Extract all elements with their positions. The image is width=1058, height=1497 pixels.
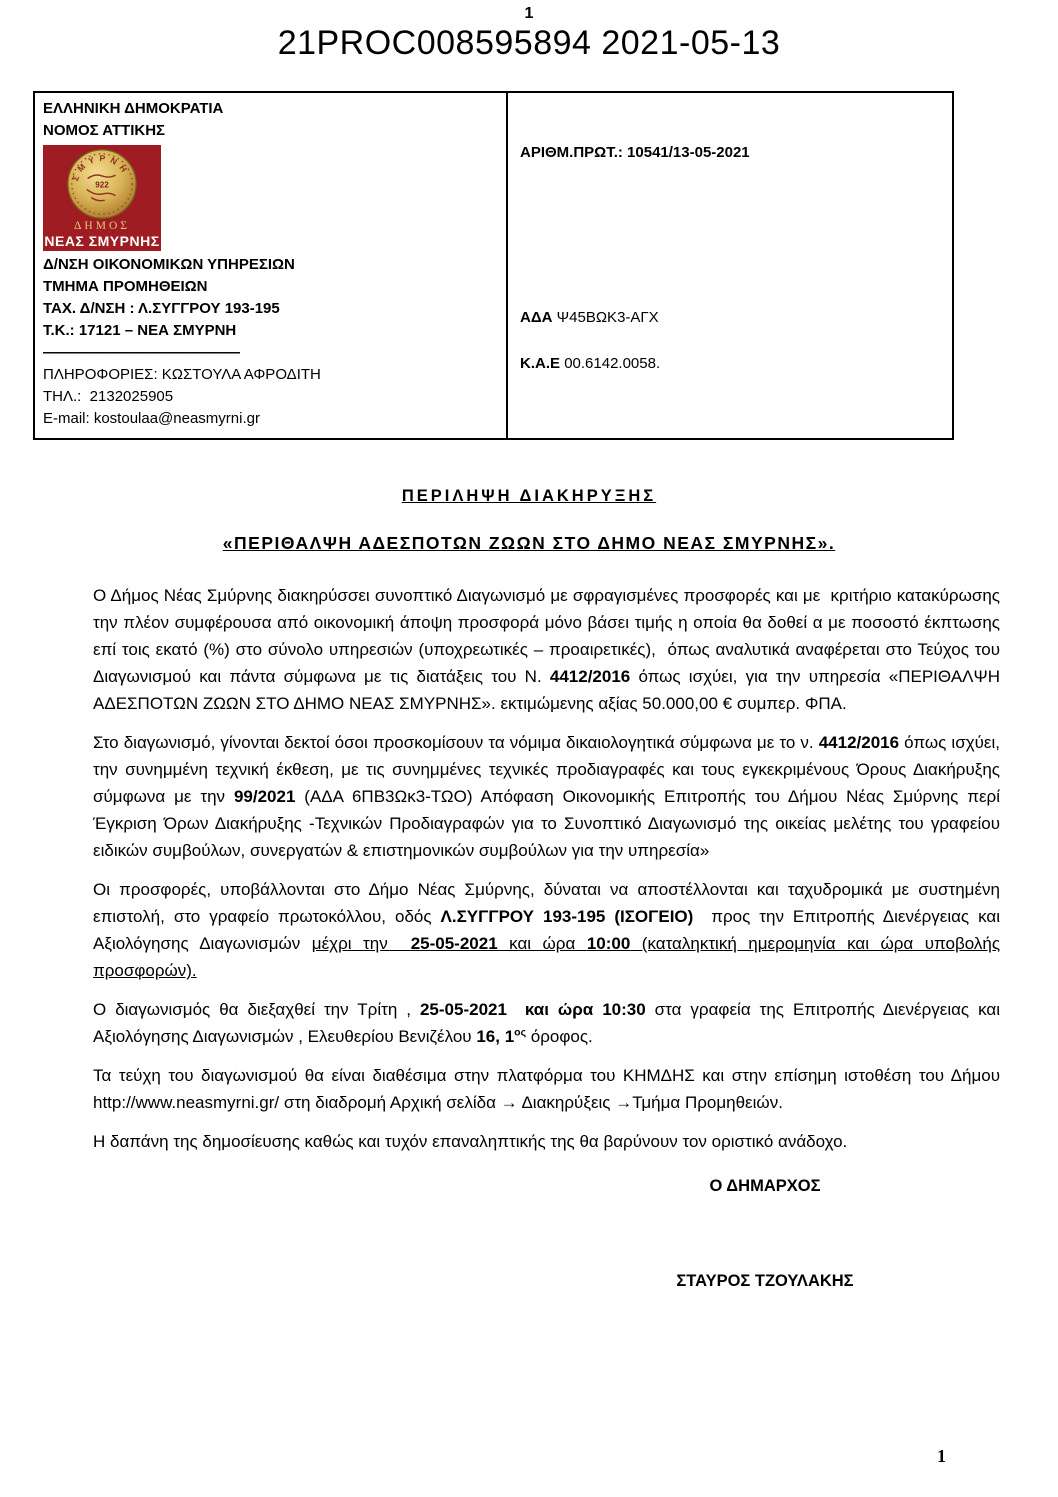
heading-subject: «ΠΕΡΙΘΑΛΨΗ ΑΔΕΣΠΟΤΩΝ ΖΩΩΝ ΣΤΟ ΔΗΜΟ ΝΕΑΣ ΣΜΥΡΝΗΣ». [222, 533, 836, 553]
municipal-coin-icon [66, 148, 138, 220]
dash-divider: —————————————— [43, 344, 239, 361]
top-page-number: 1 [524, 5, 534, 22]
logo-caption-top: ΔΗΜΟΣ [74, 220, 130, 232]
body-paragraph-4: Ο διαγωνισμός θα διεξαχθεί την Τρίτη , 25-05-2021 και ώρα 10:30 στα γραφεία της Επιτροπής Διενέργειας και Αξιολόγησης Διαγωνισμών , Ελευθερίου Βενιζέλου 16, $1^{o\varsigma}$ όροφος. [93, 1000, 1000, 1046]
heading-subject-wrap [0, 530, 1058, 557]
contact-line: ΠΛΗΡΟΦΟΡΙΕΣ: ΚΩΣΤΟΥΛΑ ΑΦΡΟΔΙΤΗ [43, 366, 321, 383]
ada-value: Ψ45ΒΩΚ3-ΑΓΧ [556, 309, 659, 326]
signature-title: Ο ΔΗΜΑΡΧΟΣ [709, 1177, 821, 1195]
signature-block [585, 1173, 945, 1295]
kae-value: 00.6142.0058. [564, 355, 661, 372]
country-line: ΕΛΛΗΝΙΚΗ ΔΗΜΟΚΡΑΤΙΑ [43, 100, 224, 117]
body-paragraph-1: Ο Δήμος Νέας Σμύρνης διακηρύσσει συνοπτικό Διαγωνισμό με σφραγισμένες προσφορές και με κριτήριο κατακύρωσης την πλέον συμφέρουσα από οικονομική άποψη προσφορά μόνο βάσει τιμής η οποία θα δοθεί α με ποσοστό έκπτωσης επί τοις εκατό (%) στο σύνολο υπηρεσιών (υποχρεωτικές – προαιρετικές), όπως αναλυτικά αναφέρεται στο Τεύχος του Διαγωνισμού και πάντα σύμφωνα με τις διατάξεις του Ν. 4412/2016 όπως ισχύει, για την υπηρεσία «ΠΕΡΙΘΑΛΨΗ ΑΔΕΣΠΟΤΩΝ ΖΩΩΝ ΣΤΟ ΔΗΜΟ ΝΕΑΣ ΣΜΥΡΝΗΣ». εκτιμώμενης αξίας 50.000,00 € συμπερ. ΦΠΑ. [93, 586, 1000, 713]
body-paragraph-3: Οι προσφορές, υποβάλλονται στο Δήμο Νέας Σμύρνης, δύναται να αποστέλλονται και ταχυδρομικά με συστημένη επιστολή, στο γραφείο πρωτοκόλλου, οδός Λ.ΣΥΓΓΡΟΥ 193-195 (ΙΣΟΓΕΙΟ) προς την Επιτροπής Διενέργειας και Αξιολόγησης Διαγωνισμών μέχρι την 25-05-2021 και ώρα 10:00 (καταληκτική ημερομηνία και ώρα υποβολής προσφορών). [93, 880, 1001, 980]
prefecture-line: ΝΟΜΟΣ ΑΤΤΙΚΗΣ [43, 122, 166, 139]
header-left-cell [34, 92, 507, 439]
heading-summary-wrap [0, 482, 1058, 510]
logo-caption-bottom: ΝΕΑΣ ΣΜΥΡΝΗΣ [44, 233, 160, 249]
header-table [33, 91, 954, 440]
ada-line [520, 307, 944, 329]
email-line: E-mail: kostoulaa@neasmyrni.gr [43, 410, 260, 427]
body-paragraph-2: Στο διαγωνισμό, γίνονται δεκτοί όσοι προσκομίσουν τα νόμιμα δικαιολογητικά σύμφωνα με το ν. 4412/2016 όπως ισχύει, την συνημμένη τεχνική έκθεση, με τις συνημμένες τεχνικές προδιαγραφές και τους εγκεκριμένους Όρους Διακήρυξης σύμφωνα με την 99/2021 (ΑΔΑ 6ΠΒ3Ωκ3-ΤΩΟ) Απόφαση Οικονομικής Επιτροπής του Δήμου Νέας Σμύρνης περί Έγκριση Όρων Διακήρυξης -Τεχνικών Προδιαγραφών για το Συνοπτικό Διαγωνισμό της οικείας μελέτης του γραφείου ειδικών συμβούλων, συνεργατών & επιστημονικών συμβούλων για την υπηρεσία» [93, 733, 1000, 860]
signature-name: ΣΤΑΥΡΟΣ ΤΖΟΥΛΑΚΗΣ [676, 1272, 854, 1290]
kae-line [520, 353, 944, 375]
body-paragraph-5: Τα τεύχη του διαγωνισμού θα είναι διαθέσιμα στην πλατφόρμα του ΚΗΜΔΗΣ και στην επίσημη ιστοθέση του Δήμου http://www.neasmyrni.gr/ στη διαδρομή Αρχική σελίδα → Διακηρύξεις →Τμήμα Προμηθειών. [93, 1066, 1000, 1112]
phone-line: ΤΗΛ.: 2132025905 [43, 388, 174, 405]
postal-line: Τ.Κ.: 17121 – ΝΕΑ ΣΜΥΡΝΗ [43, 322, 237, 339]
kae-label: Κ.Α.Ε [520, 355, 561, 372]
ada-label: ΑΔΑ [520, 309, 553, 326]
municipality-logo [43, 145, 161, 251]
document-code-title: 21PROC008595894 2021-05-13 [277, 24, 781, 62]
heading-summary: ΠΕΡΙΛΗΨΗ ΔΙΑΚΗΡΥΞΗΣ [401, 487, 657, 505]
document-body [93, 482, 1000, 1295]
coin-year: 922 [95, 180, 109, 190]
protocol-number-line: ΑΡΙΘΜ.ΠΡΩΤ.: 10541/13-05-2021 [520, 144, 750, 161]
address-line: ΤΑΧ. Δ/ΝΣΗ : Λ.ΣΥΓΓΡΟΥ 193-195 [43, 300, 280, 317]
body-paragraph-6: Η δαπάνη της δημοσίευσης καθώς και τυχόν επαναληπτικής της θα βαρύνουν τον οριστικό ανάδοχο. [93, 1132, 848, 1151]
header-right-cell [507, 92, 953, 439]
footer-page-number: 1 [937, 1446, 946, 1466]
directorate-line: Δ/ΝΣΗ ΟΙΚΟΝΟΜΙΚΩΝ ΥΠΗΡΕΣΙΩΝ [43, 256, 295, 273]
coin-inscription: ΣΜΥΡΝΗ [70, 152, 132, 183]
department-line: ΤΜΗΜΑ ΠΡΟΜΗΘΕΙΩΝ [43, 278, 208, 295]
